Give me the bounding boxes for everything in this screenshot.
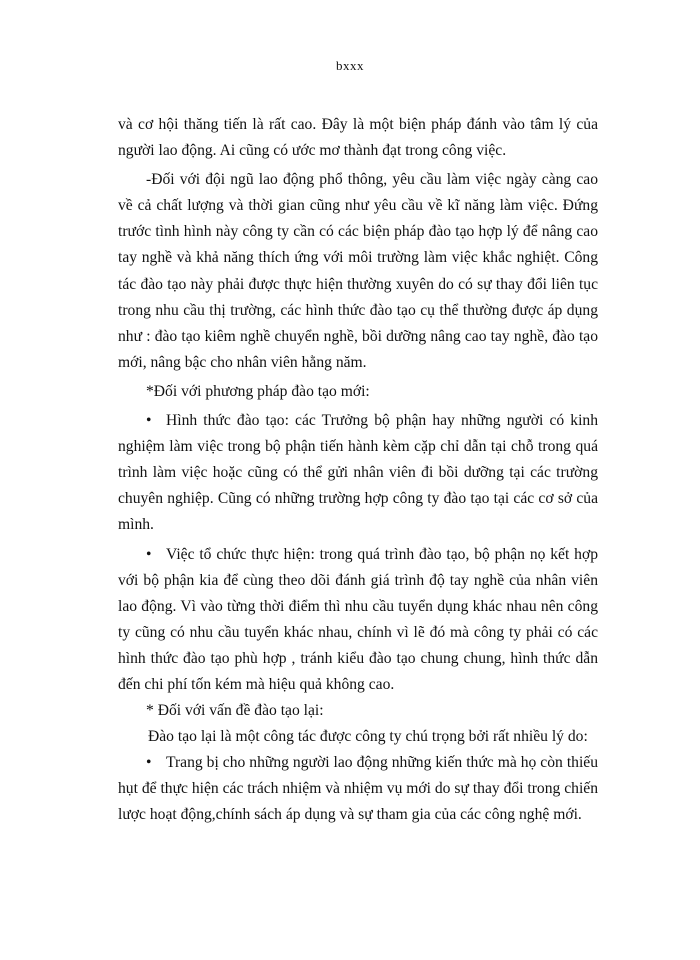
paragraph-general-workers: -Đối với đội ngũ lao động phổ thông, yêu cầu làm việc ngày càng cao về cả chất lượng và thời gian cũng như yêu cầu về kĩ năng làm việc. Đứng trước tình hình này công ty cần có các biện pháp đào tạo hợp lý để nâng cao tay nghề và khả năng thích ứng với môi trường làm việc khắc nghiệt. Công tác đào tạo này phải được thực hiện thường xuyên do có sự thay đổi liên tục trong nhu cầu thị trường, các hình thức đào tạo cụ thể thường được áp dụng như : đào tạo kiêm nghề chuyển nghề, bồi dưỡng nâng cao tay nghề, đào tạo mới, nâng bậc cho nhân viên hằng năm. [118,171,598,371]
paragraph-continuation: và cơ hội thăng tiến là rất cao. Đây là một biện pháp đánh vào tâm lý của người lao động. Ai cũng có ước mơ thành đạt trong công việc. [118,116,598,160]
heading-new-training: *Đối với phương pháp đào tạo mới: [146,382,370,400]
bullet-item-text: Việc tổ chức thực hiện: trong quá trình đào tạo, bộ phận nọ kết hợp với bộ phận kia để cùng theo dõi đánh giá trình độ tay nghề của nhân viên lao động. Vì vào từng thời điểm thì nhu cầu tuyển dụng khác nhau nên công ty cũng có nhu cầu tuyển khác nhau, chính vì lẽ đó mà công ty phải có các hình thức đào tạo phù hợp , tránh kiểu đào tạo chung chung, hình thức dẫn đến chi phí tốn kém mà hiệu quả không cao. [118,545,598,693]
bullet-item-text: Trang bị cho những người lao động những kiến thức mà họ còn thiếu hụt để thực hiện các trách nhiệm và nhiệm vụ mới do sự thay đổi trong chiến lược hoạt động,chính sách áp dụng và sự tham gia của các công nghệ mới. [118,754,598,824]
paragraph-retraining-intro: Đào tạo lại là một công tác được công ty chú trọng bởi rất nhiều lý do: [148,728,588,746]
bullet-icon: • [146,754,152,772]
bullet-icon: • [146,545,152,563]
bullet-icon: • [146,412,152,430]
bullet-item-text: Hình thức đào tạo: các Trưởng bộ phận hay những người có kinh nghiệm làm việc trong bộ phận tiến hành kèm cặp chỉ dẫn tại chỗ trong quá trình làm việc hoặc cũng có thể gửi nhân viên đi bồi dưỡng tại các trường chuyên nghiệp. Cũng có những trường hợp công ty đào tạo tại các cơ sở của mình. [118,412,598,534]
bullet-item-training-form [118,408,598,538]
page-header: bxxx [336,58,364,73]
bullet-item-equip [118,750,598,828]
heading-retraining: * Đối với vấn đề đào tạo lại: [146,702,324,720]
document-body [118,112,598,829]
bullet-item-implementation [118,542,598,699]
